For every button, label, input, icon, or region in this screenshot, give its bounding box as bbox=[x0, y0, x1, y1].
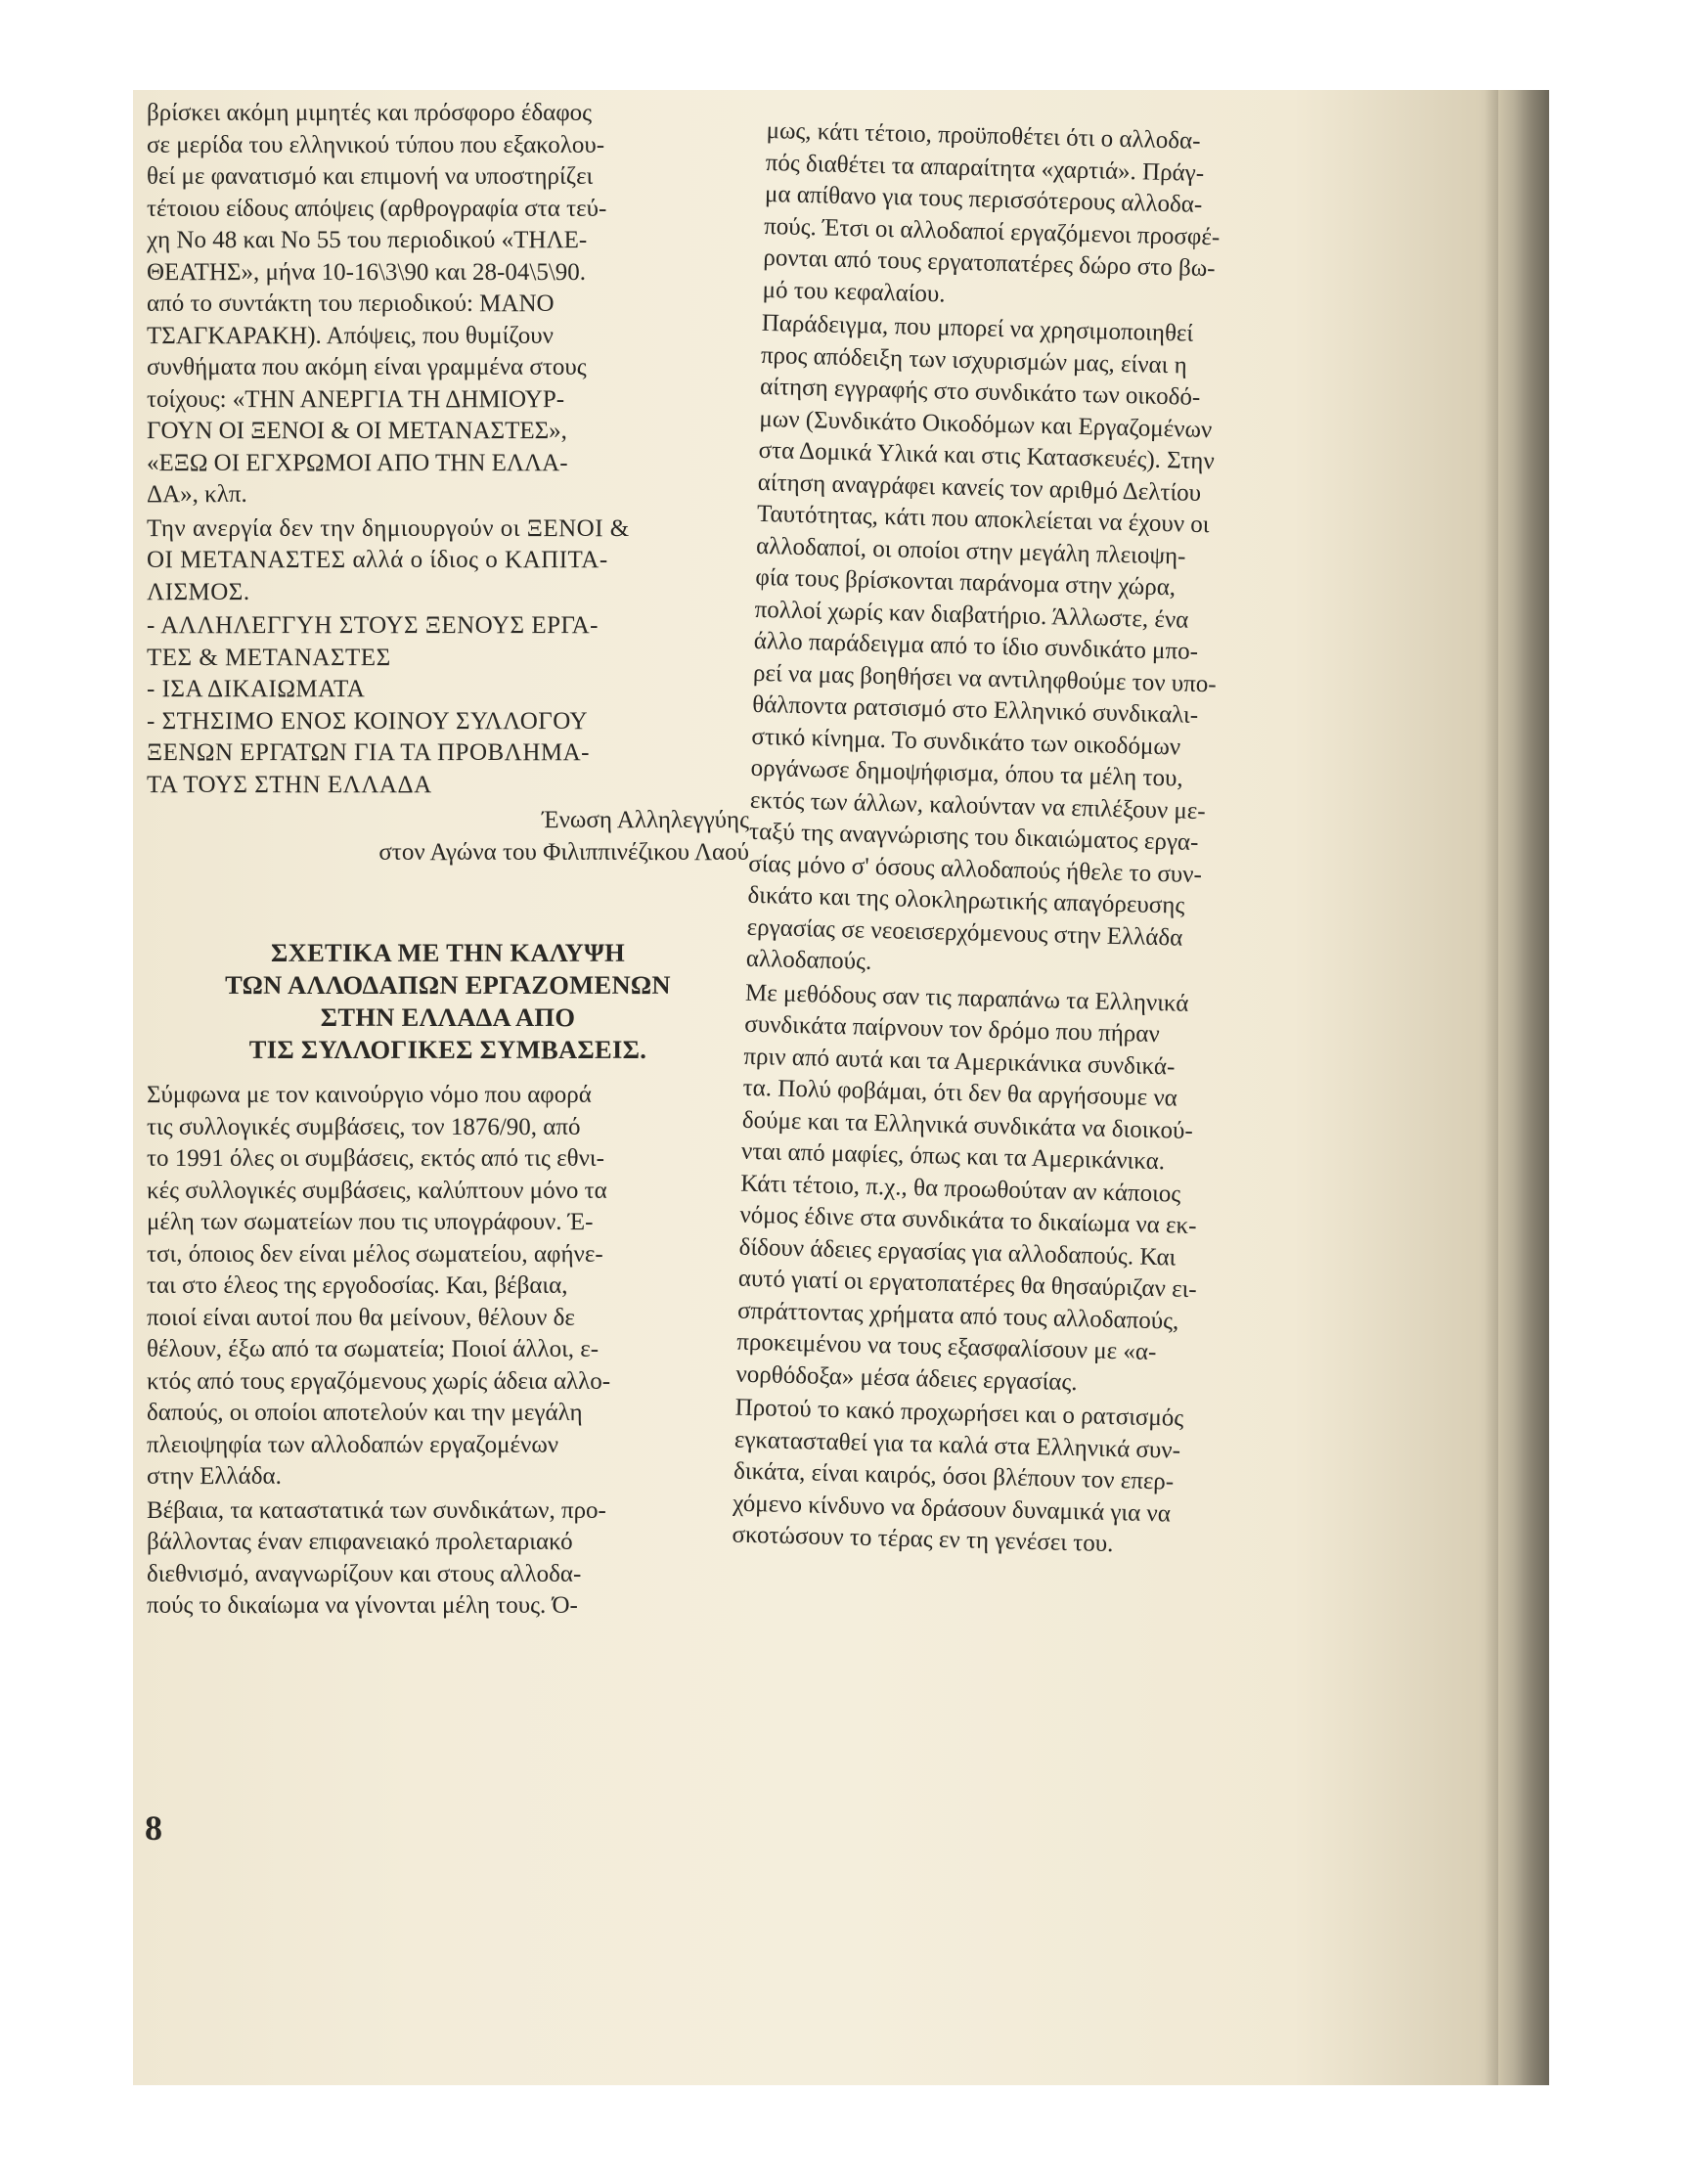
text-line: Με μεθόδους σαν τις παραπάνω τα Ελληνικά bbox=[744, 979, 1189, 1017]
text-line: χη Νο 48 και Νο 55 του περιοδικού «ΤΗΛΕ- bbox=[147, 227, 588, 253]
text-line: μέλη των σωματείων που τις υπογράφουν. Έ- bbox=[147, 1209, 594, 1235]
demand-item: - ΑΛΛΗΛΕΓΓΥΗ ΣΤΟΥΣ ΞΕΝΟΥΣ ΕΡΓΑ- bbox=[147, 612, 599, 639]
signature-line: στον Αγώνα του Φιλιππινέζικου Λαού bbox=[378, 838, 749, 866]
demand-item: - ΣΤΗΣΙΜΟ ΕΝΟΣ ΚΟΙΝΟΥ ΣΥΛΛΟΓΟΥ bbox=[147, 707, 589, 735]
page-gutter-shadow bbox=[1485, 90, 1498, 2085]
demand-item: ΤΕΣ & ΜΕΤΑΝΑΣΤΕΣ bbox=[147, 644, 391, 671]
article-heading bbox=[147, 937, 749, 1066]
heading-line: ΣΤΗΝ ΕΛΛΑΔΑ ΑΠΟ bbox=[320, 1003, 576, 1032]
demand-item: ΤΑ ΤΟΥΣ ΣΤΗΝ ΕΛΛΑΔΑ bbox=[147, 771, 432, 798]
text-line: στα Δομικά Υλικά και στις Κατασκευές). Στην bbox=[758, 436, 1216, 475]
law-paragraph bbox=[147, 1080, 749, 1493]
text-line: τοίχους: «ΤΗΝ ΑΝΕΡΓΙΑ ΤΗ ΔΗΜΙΟΥΡ- bbox=[147, 385, 565, 413]
text-line: συνδικάτα παίρνουν τον δρόμο που πήραν bbox=[743, 1010, 1161, 1048]
text-line: ρονται από τους εργατοπατέρες δώρο στο βω- bbox=[763, 244, 1216, 283]
text-line: αλλοδαπούς. bbox=[745, 945, 872, 975]
text-line: αλλοδαποί, οι οποίοι στην μεγάλη πλειοψη- bbox=[755, 532, 1186, 570]
text-line: προς απόδειξη των ισχυρισμών μας, είναι η bbox=[760, 341, 1188, 379]
demand-item: ΞΕΝΩΝ ΕΡΓΑΤΩΝ ΓΙΑ ΤΑ ΠΡΟΒΛΗΜΑ- bbox=[147, 739, 590, 766]
next-page-edge bbox=[1498, 90, 1549, 2085]
text-line: από το συντάκτη του περιοδικού: ΜΑΝΟ bbox=[147, 290, 555, 317]
text-line: προκειμένου να τους εξασφαλίσουν με «α- bbox=[736, 1328, 1157, 1366]
text-line: νόμος έδινε στα συνδικάτα το δικαίωμα να εκ- bbox=[739, 1201, 1197, 1240]
text-line: σκοτώσουν το τέρας εν τη γενέσει του. bbox=[732, 1521, 1114, 1558]
text-line: μό του κεφαλαίου. bbox=[762, 276, 946, 308]
text-line: Την ανεργία δεν την δημιουργούν οι ΞΕΝΟΙ & bbox=[147, 514, 630, 542]
text-line: εγκατασταθεί για τα καλά στα Ελληνικά συν- bbox=[733, 1426, 1181, 1464]
demands-list bbox=[147, 610, 749, 801]
text-line: δίδουν άδειες εργασίας για αλλοδαπούς. Και bbox=[738, 1233, 1177, 1271]
text-line: μως, κάτι τέτοιο, προϋποθέτει ότι ο αλλοδα- bbox=[766, 116, 1201, 155]
text-line: στικό κίνημα. Το συνδικάτο των οικοδόμων bbox=[751, 723, 1181, 761]
text-line: τέτοιου είδους απόψεις (αρθρογραφία στα τεύ- bbox=[147, 195, 607, 222]
signature-line: Ένωση Αλληλεγγύης bbox=[542, 807, 749, 833]
text-line: ταξύ της αναγνώρισης του δικαιώματος εργα- bbox=[748, 818, 1199, 857]
text-line: διεθνισμό, αναγνωρίζουν και στους αλλοδα- bbox=[147, 1560, 582, 1587]
text-line: νορθόδοξα» μέσα άδειες εργασίας. bbox=[735, 1360, 1078, 1396]
text-line: κές συλλογικές συμβάσεις, καλύπτουν μόνο τα bbox=[147, 1177, 607, 1204]
continuation-paragraph bbox=[762, 115, 1357, 321]
page-number: 8 bbox=[145, 1808, 162, 1848]
text-line: σπράττοντας χρήματα από τους αλλοδαπούς, bbox=[736, 1297, 1179, 1335]
text-line: Σύμφωνα με τον καινούργιο νόμο που αφορά bbox=[147, 1082, 592, 1108]
text-line: πριν από αυτά και τα Αμερικάνικα συνδικά- bbox=[743, 1043, 1176, 1080]
text-line: τις συλλογικές συμβάσεις, τον 1876/90, από bbox=[147, 1113, 581, 1140]
text-line: δικάτα, είναι καιρός, όσοι βλέπουν τον επερ- bbox=[733, 1457, 1175, 1495]
text-line: πολλοί χωρίς καν διαβατήριο. Άλλωστε, ένα bbox=[754, 596, 1189, 634]
unemployment-paragraph bbox=[147, 513, 749, 609]
text-line: νται από μαφίες, όπως και τα Αμερικάνικα. bbox=[740, 1137, 1166, 1176]
text-line: Βέβαια, τα καταστατικά των συνδικάτων, προ- bbox=[147, 1496, 606, 1524]
text-line: μα απίθανο για τους περισσότερους αλλοδα- bbox=[764, 180, 1203, 218]
text-line: το 1991 όλες οι συμβάσεις, εκτός από τις εθνι- bbox=[147, 1145, 604, 1172]
text-line: βρίσκει ακόμη μιμητές και πρόσφορο έδαφος bbox=[147, 100, 593, 126]
text-line: τα. Πολύ φοβάμαι, ότι δεν θα αργήσουμε να bbox=[742, 1074, 1178, 1112]
text-line: θεί με φανατισμό και επιμονή να υποστηρίζει bbox=[147, 163, 594, 190]
text-line: ΤΣΑΓΚΑΡΑΚΗ). Απόψεις, που θυμίζουν bbox=[147, 322, 554, 349]
text-line: θέλουν, έξω από τα σωματεία; Ποιοί άλλοι, ε- bbox=[147, 1336, 600, 1362]
text-line: ΘΕΑΤΗΣ», μήνα 10-16\3\90 και 28-04\5\90. bbox=[147, 258, 587, 286]
text-line: Ταυτότητας, κάτι που αποκλείεται να έχουν οι bbox=[756, 500, 1210, 539]
text-line: πούς. Έτσι οι αλλοδαποί εργαζόμενοι προσφέ- bbox=[763, 212, 1221, 250]
statutes-paragraph bbox=[147, 1495, 749, 1623]
text-line: αίτηση εγγραφής στο συνδικάτο των οικοδό- bbox=[759, 373, 1201, 411]
text-line: στην Ελλάδα. bbox=[147, 1463, 282, 1490]
signature-block bbox=[147, 805, 749, 869]
text-line: εργασίας σε νεοεισερχόμενους στην Ελλάδα bbox=[746, 914, 1183, 952]
text-line: άλλο παράδειγμα από το ίδιο συνδικάτο μπο- bbox=[753, 627, 1199, 665]
text-line: βάλλοντας έναν επιφανειακό προλεταριακό bbox=[147, 1529, 573, 1555]
demand-item: - ΙΣΑ ΔΙΚΑΙΩΜΑΤΑ bbox=[147, 676, 366, 702]
heading-line: ΤΙΣ ΣΥΛΛΟΓΙΚΕΣ ΣΥΜΒΑΣΕΙΣ. bbox=[248, 1035, 647, 1064]
text-line: αίτηση αναγράφει κανείς τον αριθμό Δελτίου bbox=[757, 468, 1202, 507]
text-line: πός διαθέτει τα απαραίτητα «χαρτιά». Πράγ- bbox=[765, 149, 1205, 187]
text-line: κτός από τους εργαζόμενους χωρίς άδεια αλλο- bbox=[147, 1367, 611, 1395]
text-line: σε μερίδα του ελληνικού τύπου που εξακολου- bbox=[147, 131, 605, 158]
heading-line: ΣΧΕΤΙΚΑ ΜΕ ΤΗΝ ΚΑΛΥΨΗ bbox=[271, 938, 625, 967]
text-line: εκτός των άλλων, καλούνταν να επιλέξουν με- bbox=[749, 786, 1207, 825]
intro-paragraph bbox=[147, 98, 749, 512]
text-line: Παράδειγμα, που μπορεί να χρησιμοποιηθεί bbox=[761, 309, 1194, 347]
heading-line: ΤΩΝ ΑΛΛΟΔΑΠΩΝ ΕΡΓΑΖΟΜΕΝΩΝ bbox=[225, 970, 671, 1000]
closing-paragraph bbox=[732, 1393, 1326, 1566]
text-line: οργάνωσε δημοψήφισμα, όπου τα μέλη του, bbox=[750, 754, 1184, 792]
text-line: δούμε και τα Ελληνικά συνδικάτα να διοικού- bbox=[741, 1106, 1194, 1144]
text-line: χόμενο κίνδυνο να δράσουν δυναμικά για να bbox=[733, 1490, 1172, 1528]
text-line: συνθήματα που ακόμη είναι γραμμένα στους bbox=[147, 354, 587, 380]
text-line: δικάτο και της ολοκληρωτικής απαγόρευσης bbox=[747, 881, 1185, 919]
text-line: δαπούς, οι οποίοι αποτελούν και την μεγάλη bbox=[147, 1400, 583, 1426]
text-line: ποιοί είναι αυτοί που θα μείνουν, θέλουν δε bbox=[147, 1304, 575, 1331]
text-line: Κάτι τέτοιο, π.χ., θα προωθούταν αν κάποιος bbox=[739, 1170, 1181, 1208]
text-line: πλειοψηφία των αλλοδαπών εργαζομένων bbox=[147, 1431, 559, 1458]
methods-paragraph bbox=[735, 977, 1336, 1404]
left-column bbox=[147, 98, 749, 1625]
text-line: ΓΟΥΝ ΟΙ ΞΕΝΟΙ & ΟΙ ΜΕΤΑΝΑΣΤΕΣ», bbox=[147, 418, 567, 444]
text-line: ρεί να μας βοηθήσει να αντιληφθούμε τον υπο- bbox=[752, 659, 1217, 697]
text-line: ται στο έλεος της εργοδοσίας. Και, βέβαια, bbox=[147, 1272, 568, 1299]
text-line: ΛΙΣΜΟΣ. bbox=[147, 578, 250, 605]
text-line: ΔΑ», κλπ. bbox=[147, 481, 247, 508]
text-line: τσι, όποιος δεν είναι μέλος σωματείου, αφήνε- bbox=[147, 1240, 603, 1268]
example-paragraph bbox=[746, 308, 1353, 990]
text-line: σίας μόνο σ' όσους αλλοδαπούς ήθελε το συν- bbox=[747, 850, 1203, 888]
text-line: μων (Συνδικάτο Οικοδόμων και Εργαζομένων bbox=[759, 405, 1213, 443]
text-line: Προτού το κακό προχωρήσει και ο ρατσισμός bbox=[734, 1394, 1184, 1432]
right-column bbox=[732, 115, 1357, 1568]
text-line: πούς το δικαίωμα να γίνονται μέλη τους. Ό- bbox=[147, 1592, 578, 1619]
text-line: αυτό γιατί οι εργατοπατέρες θα θησαύριζαν ει- bbox=[737, 1265, 1198, 1304]
text-line: θάλποντα ρατσισμό στο Ελληνικό συνδικαλι- bbox=[751, 691, 1199, 729]
text-line: φία τους βρίσκονται παράνομα στην χώρα, bbox=[755, 563, 1177, 602]
text-line: «ΕΞΩ ΟΙ ΕΓΧΡΩΜΟΙ ΑΠΟ ΤΗΝ ΕΛΛΑ- bbox=[147, 449, 568, 476]
text-line: ΟΙ ΜΕΤΑΝΑΣΤΕΣ αλλά ο ίδιος ο ΚΑΠΙΤΑ- bbox=[147, 547, 608, 573]
